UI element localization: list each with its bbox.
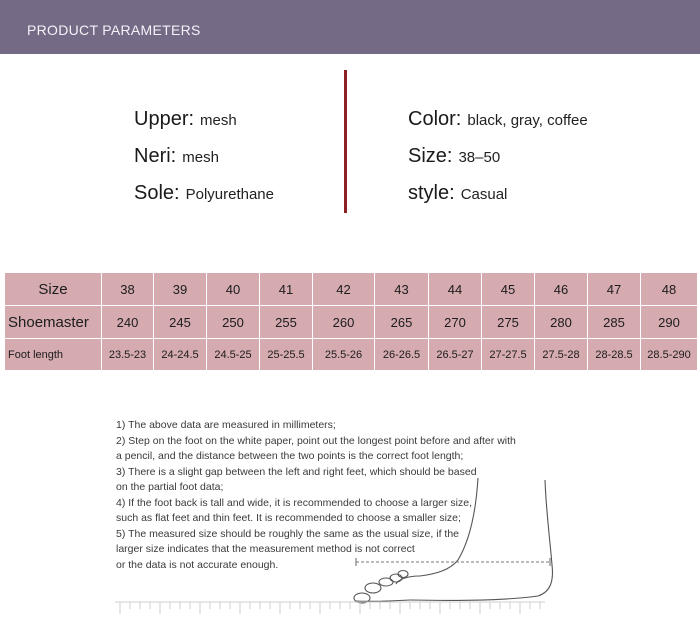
table-cell: 26-26.5 xyxy=(375,339,429,371)
table-cell: 46 xyxy=(535,273,588,306)
table-cell: 260 xyxy=(313,306,375,339)
table-cell: 270 xyxy=(429,306,482,339)
table-cell: 48 xyxy=(641,273,698,306)
param-upper xyxy=(134,108,237,131)
table-cell: 23.5-23 xyxy=(102,339,154,371)
param-style xyxy=(408,182,507,205)
table-cell: 27.5-28 xyxy=(535,339,588,371)
note-line: or the data is not accurate enough. xyxy=(116,558,279,571)
table-cell: 39 xyxy=(154,273,207,306)
param-size xyxy=(408,145,500,168)
table-cell: 255 xyxy=(260,306,313,339)
param-color xyxy=(408,108,588,131)
table-cell: 25.5-26 xyxy=(313,339,375,371)
table-cell: 40 xyxy=(207,273,260,306)
table-cell: 47 xyxy=(588,273,641,306)
table-cell: 42 xyxy=(313,273,375,306)
table-cell: 28.5-290 xyxy=(641,339,698,371)
table-cell: 24.5-25 xyxy=(207,339,260,371)
note-line: 5) The measured size should be roughly the same as the usual size, if the xyxy=(116,527,459,540)
table-row-foot-length xyxy=(5,339,698,371)
param-label: style: xyxy=(408,182,455,204)
table-cell: 240 xyxy=(102,306,154,339)
row-header: Shoemaster xyxy=(5,306,102,339)
table-row-shoemaster xyxy=(5,306,698,339)
table-cell: 45 xyxy=(482,273,535,306)
table-cell: 28-28.5 xyxy=(588,339,641,371)
table-cell: 275 xyxy=(482,306,535,339)
param-label: Neri: xyxy=(134,145,177,167)
table-cell: 44 xyxy=(429,273,482,306)
note-line: such as flat feet and thin feet. It is recommended to choose a smaller size; xyxy=(116,512,461,524)
table-cell: 280 xyxy=(535,306,588,339)
param-value: 38–50 xyxy=(458,149,501,166)
param-value: Casual xyxy=(460,186,508,203)
table-cell: 245 xyxy=(154,306,207,339)
table-cell: 285 xyxy=(588,306,641,339)
note-line: 1) The above data are measured in millimeters; xyxy=(116,419,336,431)
param-label: Upper: xyxy=(134,108,195,130)
divider-line xyxy=(344,70,347,213)
table-cell: 27-27.5 xyxy=(482,339,535,371)
note-line: a pencil, and the distance between the two points is the correct foot length; xyxy=(116,450,464,462)
table-cell: 41 xyxy=(260,273,313,306)
table-cell: 24-24.5 xyxy=(154,339,207,371)
size-chart-table xyxy=(4,272,698,371)
page-title: PRODUCT PARAMETERS xyxy=(27,22,201,38)
param-label: Color: xyxy=(408,108,462,130)
note-line: larger size indicates that the measurement method is not correct xyxy=(116,543,415,555)
param-label: Size: xyxy=(408,145,453,167)
note-line: on the partial foot data; xyxy=(116,481,224,493)
table-cell: 250 xyxy=(207,306,260,339)
measurement-notes xyxy=(116,418,536,573)
param-value: Polyurethane xyxy=(185,186,274,203)
note-line: 3) There is a slight gap between the left and right feet, which should be based xyxy=(116,465,477,478)
table-cell: 290 xyxy=(641,306,698,339)
note-line: 4) If the foot back is tall and wide, it is recommended to choose a larger size, xyxy=(116,496,473,509)
row-header: Foot length xyxy=(5,339,102,371)
param-neri xyxy=(134,145,219,168)
table-cell: 38 xyxy=(102,273,154,306)
table-row-size xyxy=(5,273,698,306)
param-value: mesh xyxy=(200,112,237,129)
table-cell: 43 xyxy=(375,273,429,306)
ruler-icon xyxy=(115,600,545,618)
table-cell: 26.5-27 xyxy=(429,339,482,371)
param-label: Sole: xyxy=(134,182,180,204)
header-banner xyxy=(0,0,700,54)
row-header: Size xyxy=(5,273,102,306)
table-cell: 25-25.5 xyxy=(260,339,313,371)
param-value: mesh xyxy=(182,149,219,166)
table-cell: 265 xyxy=(375,306,429,339)
param-value: black, gray, coffee xyxy=(467,112,588,129)
note-line: 2) Step on the foot on the white paper, point out the longest point before and after with xyxy=(116,434,516,447)
param-sole xyxy=(134,182,274,205)
